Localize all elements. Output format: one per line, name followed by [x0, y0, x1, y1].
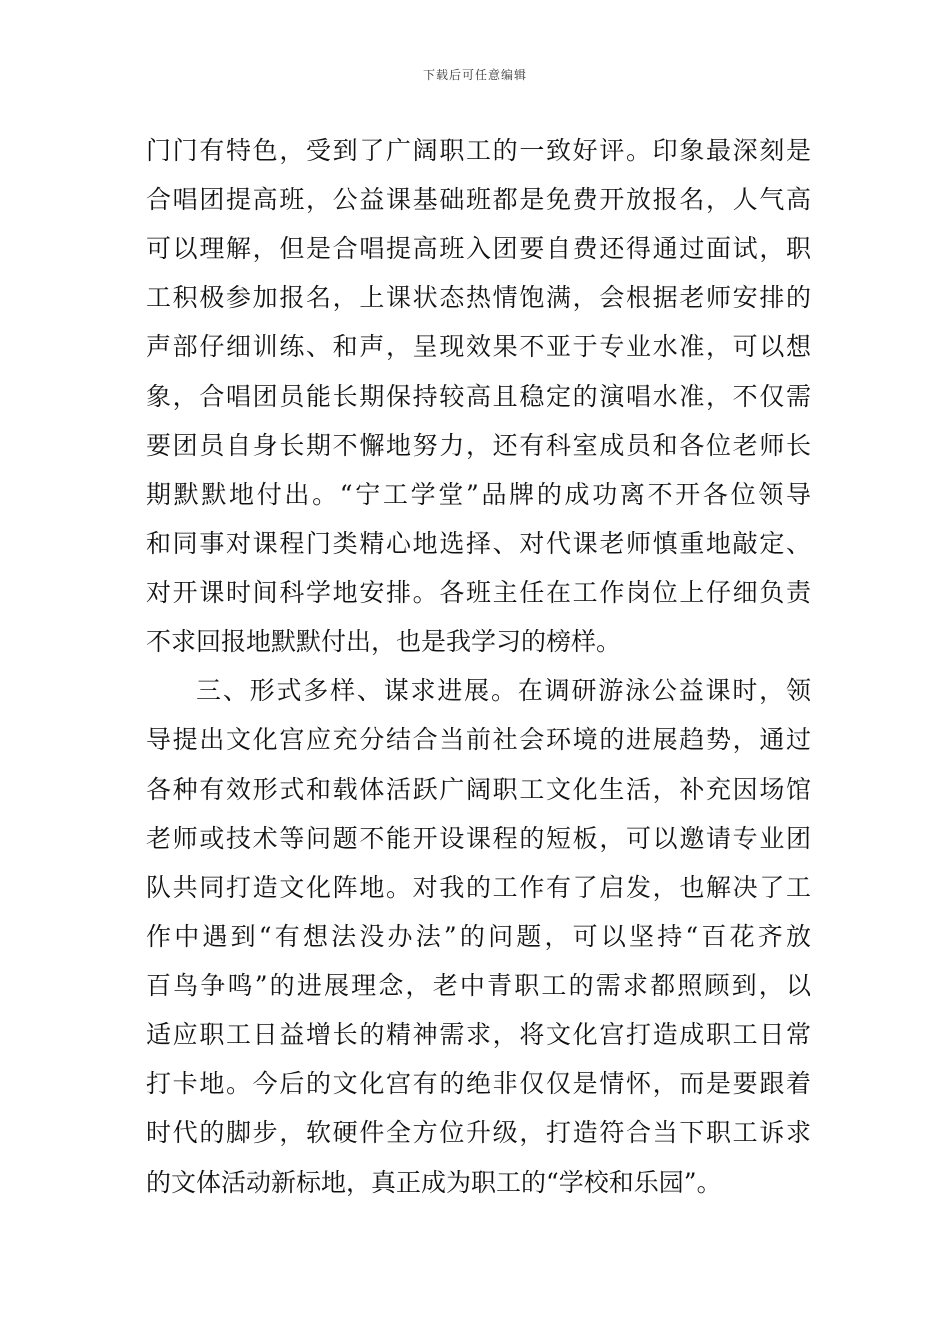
page-header-note: 下载后可任意编辑	[422, 68, 527, 82]
text-line: 打卡地。今后的文化宫有的绝非仅仅是情怀，而是要跟着	[146, 1069, 811, 1098]
text-line: 对开课时间科学地安排。各班主任在工作岗位上仔细负责	[146, 578, 811, 607]
text-line: 声部仔细训练、和声，呈现效果不亚于专业水准，可以想	[146, 332, 811, 361]
text-line: 时代的脚步，软硬件全方位升级，打造符合当下职工诉求	[146, 1118, 811, 1147]
text-line: 和同事对课程门类精心地选择、对代课老师慎重地敲定、	[146, 529, 811, 558]
text-line: 象，合唱团员能长期保持较高且稳定的演唱水准，不仅需	[146, 382, 811, 411]
text-line: 队共同打造文化阵地。对我的工作有了启发，也解决了工	[146, 873, 811, 902]
text-line: 要团员自身长期不懈地努力，还有科室成员和各位老师长	[146, 431, 811, 460]
text-line: 不求回报地默默付出，也是我学习的榜样。	[146, 627, 622, 656]
text-line: 老师或技术等问题不能开设课程的短板，可以邀请专业团	[146, 824, 811, 853]
text-line: 导提出文化宫应充分结合当前社会环境的进展趋势，通过	[146, 725, 811, 754]
text-line: 期默默地付出。“宁工学堂”品牌的成功离不开各位领导	[146, 480, 811, 509]
text-line: 百鸟争鸣”的进展理念，老中青职工的需求都照顾到，以	[146, 971, 811, 1000]
text-line: 门门有特色，受到了广阔职工的一致好评。印象最深刻是	[146, 136, 811, 165]
text-line: 作中遇到“有想法没办法”的问题，可以坚持“百花齐放	[146, 922, 811, 951]
text-line: 适应职工日益增长的精神需求，将文化宫打造成职工日常	[146, 1020, 811, 1049]
text-line: 各种有效形式和载体活跃广阔职工文化生活，补充因场馆	[146, 775, 811, 804]
text-line: 合唱团提高班，公益课基础班都是免费开放报名，人气高	[146, 185, 811, 214]
text-line: 可以理解，但是合唱提高班入团要自费还得通过面试，职	[146, 234, 811, 263]
text-line: 工积极参加报名，上课状态热情饱满，会根据老师安排的	[146, 283, 811, 312]
text-line: 的文体活动新标地，真正成为职工的“学校和乐园”。	[146, 1168, 722, 1197]
paragraph-first-line: 三、形式多样、谋求进展。在调研游泳公益课时，领	[196, 676, 811, 705]
